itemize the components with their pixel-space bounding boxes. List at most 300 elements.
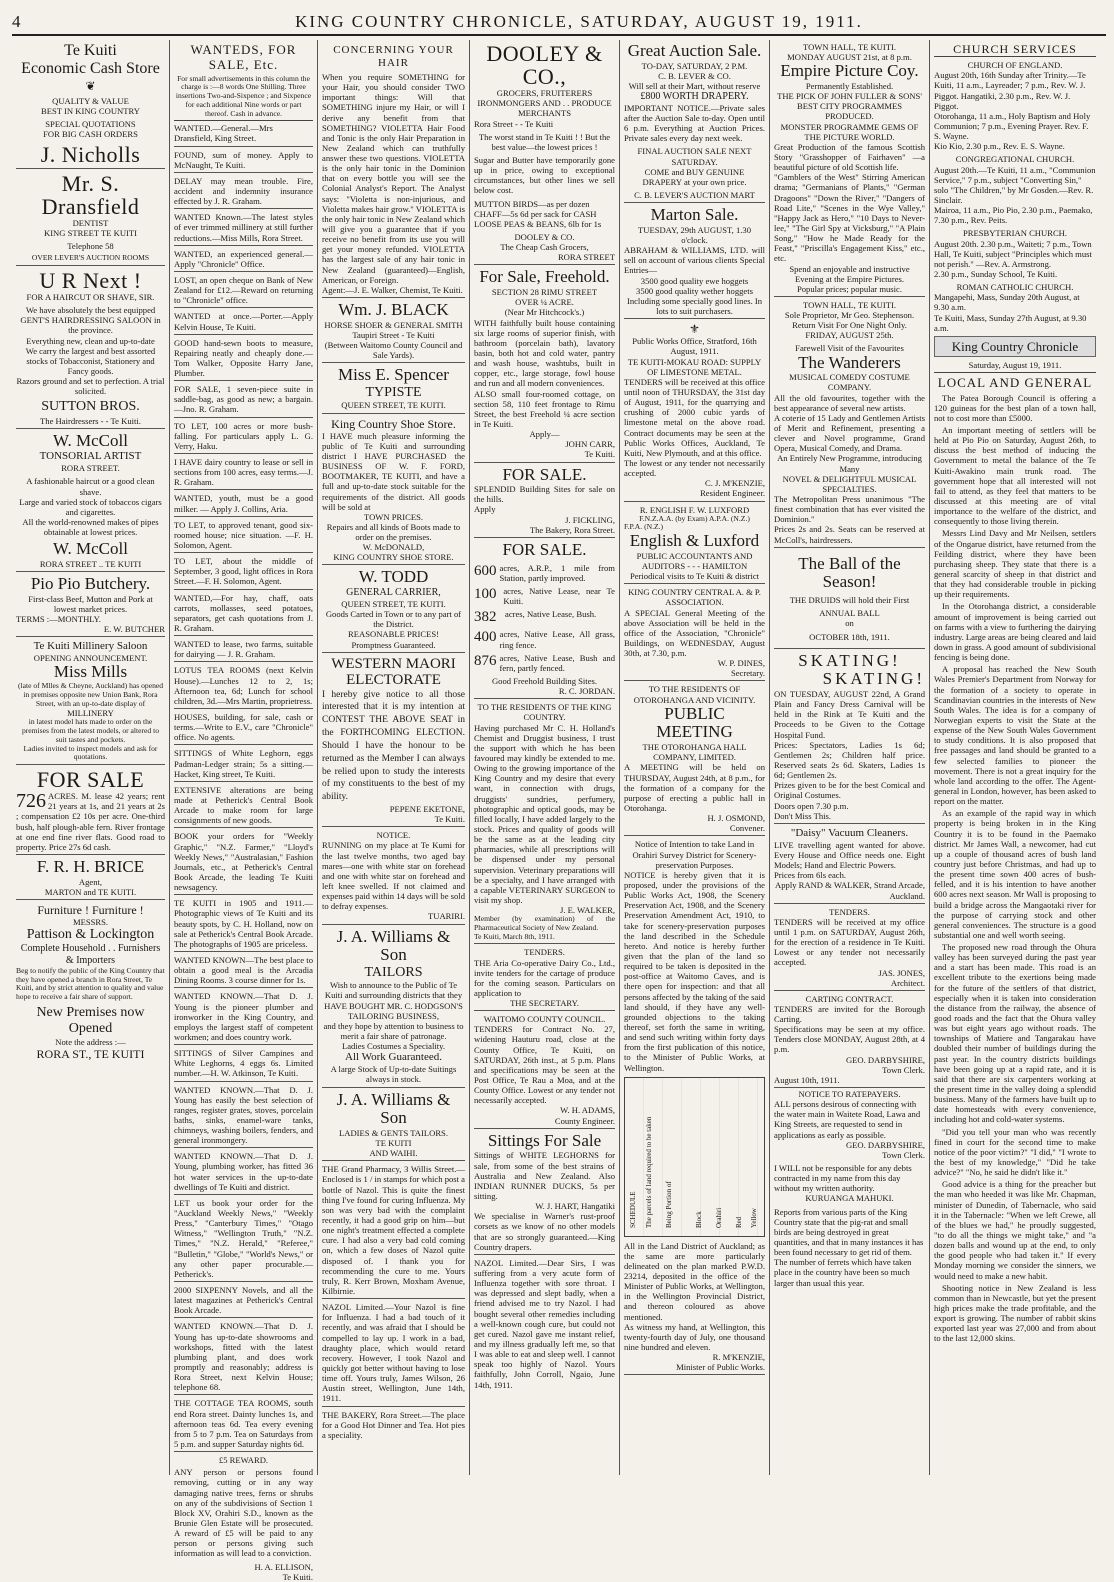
- ad-line: QUEEN STREET, TE KUITI.: [341, 598, 446, 609]
- ad-body: TENDERS are invited for the Borough Carting.: [774, 1003, 925, 1025]
- ad-line: TOWN HALL, TE KUITI.: [803, 42, 896, 52]
- church-services: [934, 42, 1096, 333]
- ad-heading: FOR SALE: [36, 767, 145, 793]
- church-name: CONGREGATIONAL CHURCH.: [955, 154, 1075, 165]
- ad-line: JOHN CARR,: [565, 439, 615, 450]
- ad-line: MARTON and TE KUITI.: [44, 886, 137, 897]
- ad-line: MESSRS.: [72, 917, 109, 928]
- crest-icon: ⚜: [689, 322, 700, 337]
- ad-line: The Cheap Cash Grocers,: [500, 242, 589, 253]
- ad-name: The Wanderers: [798, 352, 901, 372]
- ad-line: TOWN HALL, TE KUITI.: [803, 299, 896, 310]
- ad-line: Wish to announce to the Public of Te Kuiti and surrounding districts that they: [324, 980, 463, 1001]
- ad-heading: TENDERS.: [829, 906, 870, 917]
- ad-line: OPENING ANNOUNCEMENT.: [33, 653, 148, 664]
- ad-line: Te Kuiti: [64, 42, 117, 59]
- ad-line: W. McDONALD,: [362, 542, 425, 553]
- ad-line: E. W. BUTCHER: [103, 624, 165, 635]
- ad-heading: "Daisy" Vacuum Cleaners.: [790, 826, 909, 839]
- ad-line: MUTTON BIRDS—as per dozen: [474, 198, 590, 209]
- ad-line: (Between Waitomo County Council and Sale Yards).: [324, 340, 463, 361]
- ad-line: Don't Miss This.: [774, 810, 832, 821]
- church-text: August 20th.—Te Kuiti, 11 a.m., "Communion Service," 7 p.m., subject "Converting Sin," solo "The Children," by Mr Gosden.—Rev. R. Sinclair.: [934, 164, 1096, 205]
- news-paragraph: Shooting notice in New Zealand is less common than in Newcastle, but yet the present high prices make the trade profitable, and the export is growing. The number of rabbit skins exported last year was 27,000 and from about to the last 12,000 skins.: [934, 1282, 1096, 1344]
- ad-line: C. B. LEVER & CO.: [658, 70, 731, 81]
- ad-line: LOOSE PEAS & BEANS, 6lb for 1s: [474, 218, 602, 229]
- ad-line: TUESDAY, 29th AUGUST, 1.30 o'clock.: [637, 224, 751, 245]
- land-row: [474, 586, 615, 606]
- ad-line: LADIES & GENTS TAILORS.: [339, 1127, 448, 1138]
- wanted-ad: FOR SALE, 1 seven-piece suite in saddle-bag, as good as new; a bargain.—Jno. R. Graham.: [174, 382, 313, 417]
- ad-line: (late of Mlles & Cheyne, Auckland) has opened in premises opposite new Union Bank, Rora Street, with an up-to-date display of: [17, 681, 164, 708]
- empire-pictures-ad: [774, 40, 925, 297]
- brice-ad: [16, 856, 165, 900]
- ad-body: Prizes given to be for the best Comical and Original Costumes.: [774, 780, 925, 801]
- notice-ad: [322, 828, 465, 924]
- wanted-ad: TE KUITI in 1905 and 1911.—Photographic views of Te Kuiti and its beauty spots, by C. H. Holland, now on sale at Petherick's Central Book Arcade. The photographs of 1905 are priceless.: [174, 896, 313, 952]
- wanted-ad: WANTED at once.—Porter.—Apply Kelvin House, Te Kuiti.: [174, 309, 313, 334]
- public-meeting-ad: [624, 682, 765, 836]
- ad-body: The Metropolitan Press unanimous "The finest combination that has ever visited the Dominion.": [774, 494, 925, 525]
- ad-body: Prices 2s and 2s. Seats can be reserved at McColl's, hairdressers.: [774, 524, 925, 545]
- todd-ad: [322, 566, 465, 652]
- ad-line: QUEEN STREET, TE KUITI.: [341, 400, 446, 411]
- ad-line: J. FICKLING,: [565, 514, 615, 525]
- ad-line: We carry the largest and best assorted stocks of Tobacconist, Stationery and Fancy goods.: [25, 345, 156, 376]
- ad-line: OVER ¼ ACRE.: [515, 297, 574, 308]
- ad-body: LIVE travelling agent wanted for above. Every House and Office needs one. Eight Models; Hand and Electric Powers.: [774, 839, 925, 871]
- ad-line: PEPENE EKETONE,: [389, 803, 465, 814]
- ad-line: W. J. HART, Hangatiki: [535, 1201, 615, 1212]
- ad-line: 3500 good quality wether hoggets: [636, 285, 753, 296]
- hairdresser-ad: [16, 267, 165, 429]
- ad-line: Farewell Visit of the Favourites: [795, 343, 904, 354]
- ad-heading: Economic Cash Store: [21, 60, 160, 78]
- ad-body: TENDERS will be received at my office until 1 p.m. on SATURDAY, August 26th, for the erection of a residence in Te Kuiti. Lowest or any tender not necessarily accepted.: [774, 916, 925, 968]
- column-1: [12, 40, 170, 1475]
- wanted-ad: EXTENSIVE alterations are being made at Petherick's Central Book Arcade to make room for large consignments of new goods.: [174, 783, 313, 829]
- black-ad: [322, 299, 465, 363]
- ad-body: Reports from various parts of the King Country state that the pig-rat and small birds are being destroyed in great quantities, and that in many instances it has been found necessary to get rid of them. The number of ferrets which have taken place in the country have been so much larger than usual this year.: [774, 1206, 924, 1288]
- ad-line: THE PICK OF JOHN FULLER & SONS' BEST CITY PROGRAMMES PRODUCED.: [777, 91, 922, 122]
- ad-line: F.N.Z.A.A. (by Exam) A.P.A. (N.Z.): [639, 513, 750, 523]
- ad-heading: Te Kuiti Millinery Saloon: [33, 640, 148, 653]
- ad-line: Town Clerk.: [882, 1149, 925, 1160]
- ad-line: TUARIRI.: [428, 911, 465, 922]
- chemist-ad: [474, 700, 615, 944]
- county-council-ad: [474, 1012, 615, 1129]
- ad-line: W. P. DINES,: [717, 658, 765, 669]
- ad-heading: TENDERS.: [524, 947, 565, 958]
- ad-line: CHAFF—5s 6d per sack for CASH: [474, 208, 597, 219]
- ad-name: J. A. Williams & Son: [336, 1089, 451, 1128]
- ad-line: Minister of Public Works.: [676, 1362, 765, 1373]
- wanderers-ad: [774, 298, 925, 548]
- dooley-ad: [474, 40, 615, 265]
- ad-line: Periodical visits to Te Kuiti & district: [629, 571, 760, 582]
- public-works-ad: [624, 320, 765, 501]
- wanted-ad: FOUND, sum of money. Apply to McNaught, Te Kuiti.: [174, 148, 313, 173]
- ad-line: Prices from 6ls each.: [774, 870, 847, 881]
- ad-body: As witness my hand, at Wellington, this twenty-fourth day of July, one thousand nine hundred and eleven.: [624, 1321, 765, 1353]
- wanted-ad: TO LET, 100 acres or more bush-falling. For particulars apply L. G. Verry, Haku.: [174, 419, 313, 454]
- ad-body: TENDERS for Contract No. 27, widening Hauturu road, close at the County Office, Te Kuiti, on SATURDAY, 26th inst., at 5 p.m. Plans and specifications may be seen at the Post Office, Te Rau a Moa, and at the County Office. Lowest or any tender not necessarily accepted.: [474, 1024, 615, 1106]
- ad-line: KURUANGA MAHUKI.: [805, 1193, 894, 1204]
- wanted-ad: WANTED.—General.—Mrs Dransfield, King Street.: [174, 121, 313, 146]
- ad-line: The worst stand in Te Kuiti ! ! But the best value—the lowest prices !: [478, 131, 611, 152]
- ad-line: 3500 good quality ewe hoggets: [640, 275, 749, 286]
- ad-line: THE DRUIDS will hold their First: [789, 595, 910, 606]
- wanted-ad: WANTED KNOWN—The best place to obtain a good meal is the Arcadia Dining Rooms. 3 course dinner for 1s.: [174, 953, 313, 988]
- acre-description: acres, Native Lease, near Te Kuiti.: [503, 585, 615, 607]
- dairy-tenders-ad: [474, 945, 615, 1011]
- nazol-letter: NAZOL Limited.—Your Nazol is fine for Influenza. I had a bad touch of it recently, and was afraid that I should be compelled to lay up. I work in a bad, draughty place, which would retard recovery. However, I took Nazol and quickly got better without having to lose time off. Yours truly, James Wilson, 26 Austin street, Wellington, June 14th, 1911.: [322, 1300, 465, 1406]
- ad-body: A coterie of 15 Lady and Gentlemen Artists of Merit and Refinement, presenting a clever and Novel programme, Grand Opera, Musical Comedy, and Drama.: [774, 412, 925, 454]
- ad-body: ACRES. M. lease 42 years; rent 21 years at 1s, and 21 years at 2s ; compensation £2 10s per acre. One-third bush, half plough-able fern. River frontage at one end fine river flats. Good road to property. Price 27s 6d cash.: [16, 791, 165, 852]
- ad-line: GEO. DARBYSHIRE,: [845, 1054, 925, 1065]
- wanted-ad: HOUSES, building, for sale, cash or terms.—Write to E.V., care "Chronicle" office. No agents.: [174, 710, 313, 745]
- ad-name: Empire Picture Coy.: [780, 61, 919, 81]
- news-paragraph: Messrs Lind Davy and Mr Neilsen, settlers of the Ongarue district, have returned from the Feilding district, where they have been purchasing sheep. They state that there is a general scarcity of sheep in that district and that they had considerable trouble in picking up their requirements.: [934, 528, 1096, 600]
- ad-line: Repairs and all kinds of Boots made to order on the premises.: [326, 521, 461, 543]
- ad-name: W. McColl: [53, 539, 128, 559]
- ad-line: AND WAIHI.: [369, 1148, 418, 1159]
- ad-body: WITH faithfully built house containing six large rooms of superior finish, with bathroom (porcelain bath), lavatory basin, both hot and cold water, pantry and wash house, washtubs, built in copper, etc., large storage, fowl house and run and all modern conveniences.: [474, 317, 615, 389]
- ad-body: RUNNING on my place at Te Kumi for the last twelve months, two aged bay mares—one with white star on forehead and one with white star on forehead and left knee swelled. If not claimed and expenses paid within 14 days will be sold to defray expenses.: [322, 840, 465, 912]
- wanteds-rates: For small advertisements in this column the charge is :—8 words One Shilling. Three insertions Two-and-Sixpence ; and Sixpence for each additional Nine words or part thereof. Cash in advance.: [174, 75, 313, 122]
- ad-line: Architect.: [890, 977, 925, 988]
- ad-line: THE OTOROHANGA HALL COMPANY, LIMITED.: [642, 742, 747, 763]
- ad-body: I HAVE much pleasure informing the public of Te Kuiti and surrounding district I HAVE PURCHASED the BUSINESS OF W. F. FORD, BOOTMAKER, TE KUITI, and have a full and up-to-date stock suitable for the requirements of the district. All goods will be sold at: [322, 430, 465, 512]
- ad-heading: New Premises now Opened: [36, 1004, 145, 1036]
- dentist-ad: [16, 170, 165, 266]
- ad-line: MONDAY AUGUST 21st, at 8 p.m.: [787, 52, 912, 63]
- ad-line: Te Kuiti.: [434, 814, 465, 825]
- ad-heading: Furniture ! Furniture !: [37, 902, 144, 917]
- section-heading: CHURCH SERVICES: [934, 42, 1096, 57]
- ornament-icon: ❦: [85, 78, 96, 93]
- ad-heading: WAITOMO COUNTY COUNCIL.: [483, 1014, 606, 1025]
- wanted-ad: DELAY may mean trouble. Fire, accident and indemnity insurance effected by J. R. Graham.: [174, 174, 313, 209]
- ad-name: J. A. Williams & Son: [336, 926, 451, 965]
- ad-line: THE SECRETARY.: [510, 998, 579, 1009]
- local-news: [934, 393, 1096, 1344]
- church-text: 2.30 p.m., Sunday School, Te Kuiti.: [934, 268, 1058, 279]
- ad-name: J. Nicholls: [40, 141, 141, 167]
- land-rows: [474, 563, 615, 673]
- ad-name: Pio Pio Butchery.: [30, 574, 151, 594]
- ad-line: JAS. JONES,: [878, 967, 925, 978]
- ad-heading: CONCERNING YOUR HAIR: [333, 44, 454, 69]
- ad-line: in latest model hats made to order on the premises from the latest models, or altered to suit tastes and pockets.: [21, 717, 160, 744]
- chronicle-banner: King Country Chronicle: [934, 336, 1096, 357]
- ad-line: An Entirely New Programme, introducing Many: [777, 453, 922, 474]
- ad-line: County Engineer.: [554, 1115, 615, 1126]
- ad-line: A large Stock of Up-to-date Suitings always in stock.: [330, 1064, 457, 1085]
- acre-count: 382: [474, 609, 497, 626]
- ad-line: FRIDAY, AUGUST 25th.: [805, 330, 894, 341]
- ad-line: RORA STREET: [557, 252, 615, 263]
- ad-heading: Sittings For Sale: [487, 1130, 602, 1150]
- ad-line: TONSORIAL ARTIST: [39, 450, 142, 463]
- ad-line: Member (by examination) of the Pharmaceutical Society of New Zealand.: [474, 914, 615, 932]
- ad-body: Great Production of the famous Scottish Story "Grasshopper of Fairhaven" —a beautiful picture of old Scottish life.: [774, 141, 925, 173]
- wanted-ad: 2000 SIXPENNY Novels, and all the latest magazines at Petherick's Central Book Arcade.: [174, 1283, 313, 1318]
- church-name: PRESBYTERIAN CHURCH.: [962, 228, 1068, 239]
- schedule-table: [624, 1077, 765, 1237]
- auction-ad: [624, 40, 765, 203]
- ad-line: DOOLEY & CO.: [514, 232, 575, 243]
- ad-name: English & Luxford: [629, 531, 760, 551]
- ad-line: FINAL AUCTION SALE NEXT SATURDAY.: [637, 146, 752, 167]
- ad-line: F.P.A. (N.Z.): [624, 522, 664, 532]
- ad-heading: The Ball of the Season!: [798, 553, 901, 592]
- ad-body: I WILL not be responsible for any debts contracted in my name from this day without my written authority.: [774, 1163, 912, 1194]
- church-name: ROMAN CATHOLIC CHURCH.: [956, 282, 1074, 293]
- millinery-ad: [16, 638, 165, 765]
- ad-heading: SKATING!: [798, 650, 901, 670]
- ad-line: Everything new, clean and up-to-date: [26, 335, 155, 346]
- wanted-ad: WANTED to lease, two farms, suitable for dairying — J. R. Graham.: [174, 637, 313, 662]
- page-number: 4: [12, 12, 21, 31]
- church-text: Mangapehi, Mass, Sunday 20th August, at 9.30 a.m.: [934, 292, 1080, 313]
- schedule-label: Yellow: [750, 1207, 758, 1228]
- ad-line: SPECIAL QUOTATIONS: [45, 119, 136, 130]
- ad-line: All the world-renowned makes of pipes obtainable at lowest prices.: [22, 517, 159, 538]
- ad-name: Pattison & Lockington: [26, 927, 155, 943]
- ad-line: August 10th, 1911.: [774, 1074, 840, 1085]
- ad-body: We specialise in Warner's rust-proof corsets as we know of no other models that are so strongly guaranteed.—King Country drapers.: [474, 1211, 615, 1252]
- ad-line: MILLINERY: [67, 708, 114, 719]
- ad-line: SECTION 28 RIMU STREET: [491, 287, 598, 298]
- church-text: Te Kuiti, Mass, Sunday 27th August, at 9.30 a.m.: [934, 312, 1087, 333]
- ad-name: W. TODD: [358, 567, 429, 587]
- church-text: Kio Kio, 2.30 p.m., Rev. E. S. Wayne.: [934, 141, 1065, 152]
- ad-name: Wm. J. BLACK: [338, 300, 449, 320]
- ad-line: H. A. ELLISON,: [254, 1561, 313, 1572]
- nazol-letter-2: NAZOL Limited.—Dear Sirs, I was suffering from a very acute form of Influenza together with sore throat. I was depressed and slept badly, when a friend advised me to try Nazol. I had bought several other remedies including a well-known cough cure, but could not get cured. Nazol gave me instant relief, and my illness gradually left me, so that I was able to eat and sleep well. I cannot speak too highly of Nazol. Yours faithfully, John Corroll, Ngaio, June 14th, 1911.: [474, 1257, 615, 1390]
- ad-heading: FOR SALE.: [502, 464, 587, 484]
- wanted-ad: SITTINGS of Silver Campines and White Leghorns, 4 eggs 6s. Limited number.—H. W. Atkinson, Te Kuiti.: [174, 1046, 313, 1081]
- ad-line: Promptness Guaranteed.: [351, 639, 436, 650]
- land-row: [474, 563, 615, 583]
- ad-heading: PUBLIC MEETING: [656, 703, 733, 742]
- sittings-ad: [474, 1130, 615, 1255]
- wanted-ad: LOST, an open cheque on Bank of New Zealand for £12.—Reward on returning to "Chronicle" office.: [174, 273, 313, 308]
- ad-body: NOTICE is hereby given that it is proposed, under the provisions of the Public Works Act, 1908, the Scenery Preservation Act, 1908, and the Scenery Preservation Amendment Act, 1910, to take for scenery-preservation purposes the land described in the Schedule hereto. And notice is hereby further given that the plan of the land so required to be taken is deposited in the post-office at Waitomo Caves, and is there open for inspection: and that all persons affected by the taking of the said land should, if they have any well-grounded objections to the taking thereof, set forth the same in writing, and send such writing within forty days from the first publication of this notice, to the Minister of Public Works, at Wellington.: [624, 869, 765, 1073]
- ad-line: TERMS :—MONTHLY.: [16, 614, 101, 625]
- ad-line: W. H. ADAMS,: [560, 1105, 615, 1116]
- spencer-ad: [322, 364, 465, 413]
- ad-line: C. B. LEVER'S AUCTION MART: [634, 190, 755, 201]
- butchery-ad: [16, 573, 165, 637]
- wanted-ad: WANTED Known.—The latest styles of ever trimmed millinery at still further reductions.—Miss Mills, Rora Street.: [174, 210, 313, 245]
- ad-line: on: [845, 618, 854, 629]
- masthead-title: KING COUNTRY CHRONICLE, SATURDAY, AUGUST 19, 1911.: [295, 12, 863, 31]
- ad-line: RORA ST., TE KUITI: [36, 1047, 145, 1062]
- for-sale-ad: [16, 766, 165, 855]
- ad-line: GEO. DARBYSHIRE,: [845, 1139, 925, 1150]
- ad-line: KING COUNTRY SHOE STORE.: [333, 552, 454, 563]
- ad-heading: WESTERN MAORI ELECTORATE: [331, 655, 456, 689]
- ad-line: TAILORS: [364, 964, 423, 980]
- ad-line: Apply RAND & WALKER, Strand Arcade, Auckland.: [775, 880, 925, 901]
- ad-body: I hereby give notice to all those interested that it is my intention at CONTEST THE ABOVE SEAT in the FORTHCOMING ELECTION. Should I have the honour to be returned as the Member I can always be relied upon to study the interests of my constituents to the best of my ability.: [322, 689, 465, 803]
- ad-line: Ladies invited to inspect models and ask for quotations.: [23, 743, 158, 762]
- ad-heading: £5 REWARD.: [218, 1455, 269, 1466]
- ad-line: Public Works Office, Stratford, 16th August, 1911.: [632, 336, 757, 357]
- ad-line: First-class Beef, Mutton and Pork at lowest market prices.: [28, 593, 153, 614]
- ad-line: OVER LEVER'S AUCTION ROOMS: [31, 253, 150, 263]
- ad-body: ALL persons desirous of connecting with the water main in Waitete Road, Lawa and King Streets, are requested to send in applications as early as possible.: [774, 1099, 921, 1140]
- ad-line: Goods Carted in Town or to any part of the District.: [325, 609, 462, 630]
- ad-line: Te Kuiti.: [282, 1571, 313, 1582]
- ad-line: TYPISTE: [365, 384, 422, 400]
- ad-line: Return Visit For One Night Only.: [792, 320, 907, 331]
- ad-body: Having purchased Mr C. H. Holland's Chemist and Druggist business, I trust the support with which he has been favoured may kindly be extended to me. Owing to the growing importance of the King Country and my desire that every want, in connection with drugs, druggists' sundries, perfumery, photographic and optical goods, may be filled locally, I have added largely to the stock. Prices and quality of goods will be the same as at the leading city pharmacies, while all prescriptions will be dispensed under my personal supervision. Veterinary preparations will be a specialty, and I have arranged with a capable VETERINARY SURGEON to visit my shop.: [474, 722, 615, 905]
- wanted-ad: WANTED KNOWN.—That D. J. Young has easily the best selection of ranges, register grates, stoves, porcelain baths, sinks, enamel-ware tanks, chimneys, washing boilers, fenders, and general ironmongery.: [174, 1083, 313, 1149]
- schedule-label: Orahiri: [715, 1207, 723, 1228]
- ad-line: ANNUAL BALL: [819, 608, 880, 619]
- ad-line: HORSE SHOER & GENERAL SMITH: [324, 319, 463, 330]
- acre-count: 600: [474, 562, 497, 579]
- ad-line: Te Kuiti.: [584, 449, 615, 460]
- ad-line: KING STREET TE KUITI: [43, 227, 137, 238]
- ad-body: A SPECIAL General Meeting of the above Association will be held in the office of the Association, "Chronicle" Buildings, on WEDNESDAY, August 30th, at 7.30, p.m.: [624, 607, 765, 659]
- land-row: [474, 609, 615, 626]
- carting-ad: [774, 992, 925, 1088]
- ad-line: £800 WORTH DRAPERY.: [640, 91, 749, 103]
- ad-heading: Notice of Intention to take Land in Orahiri Survey District for Scenery-preservation Purposes.: [632, 839, 757, 870]
- tailors-ad: [322, 926, 465, 1088]
- church-name: CHURCH OF ENGLAND.: [967, 60, 1063, 71]
- ad-line: TOWN PRICES.: [363, 511, 424, 522]
- wanted-ad: WANTED KNOWN.—That D. J. Young, plumbing worker, has fitted 36 hot water services in the up-to-date dwellings of Te Kuiti and district.: [174, 1149, 313, 1195]
- wanted-ad: LOTUS TEA ROOMS (next Kelvin House).—Lunches 12 to 2, 1s; Afternoon tea, 6d; Lunch for school children, 3d.—Mrs Martin, proprietress.: [174, 663, 313, 709]
- wanted-ad: BOOK your orders for "Weekly Graphic," "N.Z. Farmer," "Lloyd's Weekly News," "Australasian," Fashion Journals, etc., at Petherick's Central Book Arcade, the leading Te Kuiti newsagency.: [174, 829, 313, 895]
- ad-line: QUALITY & VALUE: [52, 95, 129, 106]
- ad-body: All the old favourites, together with the best appearance of several new artists.: [774, 392, 925, 413]
- ad-line: Apply—: [529, 429, 560, 440]
- ad-body: Sittings of WHITE LEGHORNS for sale, from some of the best strains of Australia and New Zealand. Also INDIAN RUNNER DUCKS, 5s per sitting.: [474, 1150, 615, 1201]
- ad-body: ON TUESDAY, AUGUST 22nd, A Grand Plain and Fancy Dress Carnival will be held in the Rink at Te Kuiti and the Proceeds to be Given to the Cottage Hospital Fund.: [774, 689, 925, 740]
- acre-count: 100: [474, 585, 497, 602]
- ad-body: IMPORTANT NOTICE.—Private sales after the Auction Sale to-day. Open until 6 p.m. Everything at Auction Prices. Private sales every day next week.: [624, 102, 765, 144]
- ad-name: Miss Mills: [53, 662, 128, 682]
- accountants-ad: [624, 503, 765, 585]
- ad-line: (Near Mr Hitchcock's.): [504, 307, 585, 318]
- wanteds-heading: WANTEDS, FOR SALE, Etc.: [190, 42, 297, 73]
- ad-line: We have absolutely the best equipped GENT'S HAIRDRESSING SALOON in the province.: [20, 305, 161, 336]
- ad-name: Miss E. Spencer: [338, 365, 449, 385]
- wanted-ad: WANTED KNOWN.—That D. J. Young is the pioneer plumber and ironworker in the King Country, and employs the largest staff of competent workmen; and does country work.: [174, 989, 313, 1045]
- ad-heading: FOR SALE.: [502, 539, 587, 559]
- ad-line: RORA STREET.: [61, 463, 120, 474]
- acre-description: acres, Native Lease, All grass, ring fence.: [499, 629, 615, 650]
- vacuum-ad: [774, 825, 925, 904]
- wanted-ad: WANTED,—For hay, chaff, oats carrots, mollasses, seed potatoes, separators, get cash quotations from J. R. Graham.: [174, 591, 313, 637]
- column-2: [170, 40, 318, 1582]
- ad-body: SPLENDID Building Sites for sale on the hills.: [474, 484, 615, 505]
- ad-body: All in the Land District of Auckland; as the same are more particularly delineated on the plan marked P.W.D. 23214, deposited in the office of the Minister of Public Works, at Wellington, in the Wellington Provincial District, and thereon coloured as above mentioned.: [624, 1240, 765, 1322]
- ad-line: Razors ground and set to perfection. A trial solicited.: [16, 376, 165, 397]
- wanted-ad: TO LET, about the middle of September, 3 good, light offices in Rora Street.—F. H. Solomon, Agent.: [174, 554, 313, 589]
- church-text: August 20th. 2.30 p.m., Waiteti; 7 p.m., Town Hall, Te Kuiti, subject "Principles which must not perish." —Rev. A. Armstrong.: [934, 238, 1092, 269]
- ap-association-ad: [624, 585, 765, 681]
- ad-line: GROCERS, FRUITERERS IRONMONGERS AND . . PRODUCE MERCHANTS: [477, 88, 612, 119]
- news-paragraph: An important meeting of settlers will be held at Pio Pio on Saturday, August 26th, to discuss the best method of inducing the Government to metal the balance of the Te Kuiti-Awakino main trunk road. The government hope that all interested will not fail to attend, as they feel that matters to be discussed at this meeting are of vital importance to the welfare of the district, and consequently to those living therein.: [934, 425, 1096, 527]
- ad-line: Spend an enjoyable and instructive Evening at the Empire Pictures.: [789, 263, 910, 284]
- ad-line: Te Kuiti, March 8th, 1911.: [474, 931, 555, 941]
- land-row: [474, 629, 615, 649]
- wanted-list: [174, 121, 313, 1452]
- wanted-ad: SITTINGS of White Leghorn, eggs Padman-Ledger strain; 5s a sitting.—Hacket, King street, Te Kuiti.: [174, 746, 313, 781]
- ad-body: ANY person or persons found removing, cutting or in any way damaging native trees, ferns or shrubs on any of the subdivisions of Section 1 Block XV, Orahiri S.D., known as the Brunie Glen Estate will be prosecuted. A reward of £5 will be paid to any person or persons giving such information as will lead to a conviction.: [174, 1467, 313, 1559]
- ad-line: PUBLIC ACCOUNTANTS AND AUDITORS - - - HAMILTON: [636, 550, 753, 571]
- ad-body: "Gamblers of the West" Stirring American drama; "Germanians of Plants," "German Dragoons" "Down the River," "Dangers of Road Lite," "Scenes in the Wye Valley," "Happy Jack as Hero," "10 Days to Never-lee," "The Girl Spy at Vicksburg," "A Plain Song," "How he Made Ready for the Feast," "Priscilla's Engagement Kiss," etc., etc.: [774, 172, 925, 264]
- ad-body: THE Aria Co-operative Dairy Co., Ltd., invite tenders for the cartage of produce for the coming season. Particulars on application to: [474, 957, 615, 998]
- news-paragraph: As an example of the rapid way in which property is being broken in in the King Country it is to be found in the Paemako district. Mr James Wall, a newcomer, had cut up a couple of thousand acres of bush land country just before Christmas, and had up to the present time sown 400 acres of bush-felled, and it is his intention to have another 600 acres next season. Mr Wall is proposing to build a bridge across the Mangaotaki river for the purpose of carrying stock and other general conveniences. The structure is a good substantial one and well worth seeing.: [934, 808, 1096, 940]
- land-notice-ad: [624, 837, 765, 1375]
- church-text: August 20th, 16th Sunday after Trinity.—Te Kuiti, 11 a.m., Layreader; 7 p.m., Rev. W. J. Piggot. Hangatiki, 2.30 p.m., Rev. W. J. Piggot.: [934, 70, 1086, 111]
- ad-line: Large and varied stock of tobaccos cigars and cigarettes.: [19, 496, 162, 517]
- ad-line: Agent:—J. E. Walker, Chemist, Te Kuiti.: [322, 284, 463, 295]
- ad-line: TO-DAY, SATURDAY, 2 P.M.: [641, 60, 748, 71]
- druids-ball-ad: [774, 549, 925, 649]
- hair-ad: [322, 40, 465, 298]
- maori-electorate-ad: [322, 654, 465, 828]
- ad-line: H. J. OSMOND,: [707, 813, 765, 824]
- building-sites-ad: [474, 464, 615, 538]
- wanted-ad: WANTED KNOWN.—That D. J. Young has up-to-date showrooms and workshops, fitted with the latest plumbing plant, and does work promptly and reasonably; address is Rora Street, next Kelvin House; telephone 68.: [174, 1319, 313, 1395]
- freehold-ad: [474, 266, 615, 462]
- ad-line: and they hope by attention to business to merit a fair share of patronage.: [323, 1020, 464, 1041]
- acre-count: 876: [474, 652, 497, 669]
- wanted-ad: I HAVE dairy country to lease or sell in sections from 100 acres, easy terms.—J. R. Graham.: [174, 455, 313, 490]
- economic-cash-store-ad: [16, 40, 165, 169]
- ad-line: NOVEL & DELIGHTFUL MUSICAL SPECIALTIES.: [782, 473, 917, 494]
- column-4: [470, 40, 620, 1475]
- ad-line: Permanently Established.: [805, 80, 894, 91]
- ad-line: Sole Proprietor, Mr Geo. Stephenson.: [784, 310, 915, 321]
- ad-line: FOR A HAIRCUT OR SHAVE, SIR.: [26, 292, 155, 303]
- ad-line: Agent,: [78, 876, 103, 887]
- schedule-label: The parcels of land required to be taken: [645, 1116, 653, 1228]
- acre-description: acres, Native Lease, Bush.: [505, 609, 597, 620]
- ad-line: Ladies Costumes a Speciality.: [341, 1041, 446, 1052]
- ad-line: RORA STREET .. TE KUITI: [39, 558, 142, 569]
- ad-line: J. E. WALKER,: [560, 905, 615, 916]
- ad-line: Convener.: [729, 823, 765, 834]
- column-7: [930, 40, 1100, 1475]
- ad-heading: TE KUITI-MOKAU ROAD: SUPPLY OF LIMESTONE METAL.: [627, 356, 762, 377]
- ad-heading: King Country Shoe Store.: [331, 416, 456, 431]
- ad-line: The Hairdressers - - Te Kuiti.: [40, 415, 141, 426]
- ad-line: Complete Household . . Furnishers & Importers: [20, 943, 161, 967]
- ad-line: All Work Guaranteed.: [345, 1051, 442, 1064]
- column-3: [318, 40, 470, 1475]
- ad-line: Rora Street - - Te Kuiti: [474, 118, 554, 129]
- schedule-label: Block: [695, 1210, 703, 1228]
- ad-line: REASONABLE PRICES!: [348, 629, 439, 640]
- wanted-ad: WANTED, youth, must be a good milker. — Apply J. Collins, Aria.: [174, 491, 313, 516]
- ad-line: Resident Engineer.: [700, 488, 765, 499]
- news-paragraph: The proposed new road through the Ohura valley has been surveyed during the past year and a start has been made. This road is an excellent tribute to the exertions being made for the future of the settlers of that district, especially when it is taken into consideration the distance from the railway, the absence of good roads and the fact that the Ohura valley was but eight years ago without roads. The townships of Matiere and Tangarakau have doubled their number of buildings during the past year. In the country districts buildings have been going up at a rapid rate, and it is said that there are six carpenters working at the present time in the valley doing a splendid business. Many of the farmers have built up to date homesteads with every convenience, including hot and cold-water systems.: [934, 942, 1096, 1125]
- ad-body: Specifications may be seen at my office. Tenders close MONDAY, August 28th, at 4 p.m.: [774, 1024, 925, 1055]
- ad-line: DENTIST: [72, 217, 109, 228]
- ad-heading: U R Next !: [39, 267, 142, 293]
- ad-line: Telephone 58: [67, 241, 114, 252]
